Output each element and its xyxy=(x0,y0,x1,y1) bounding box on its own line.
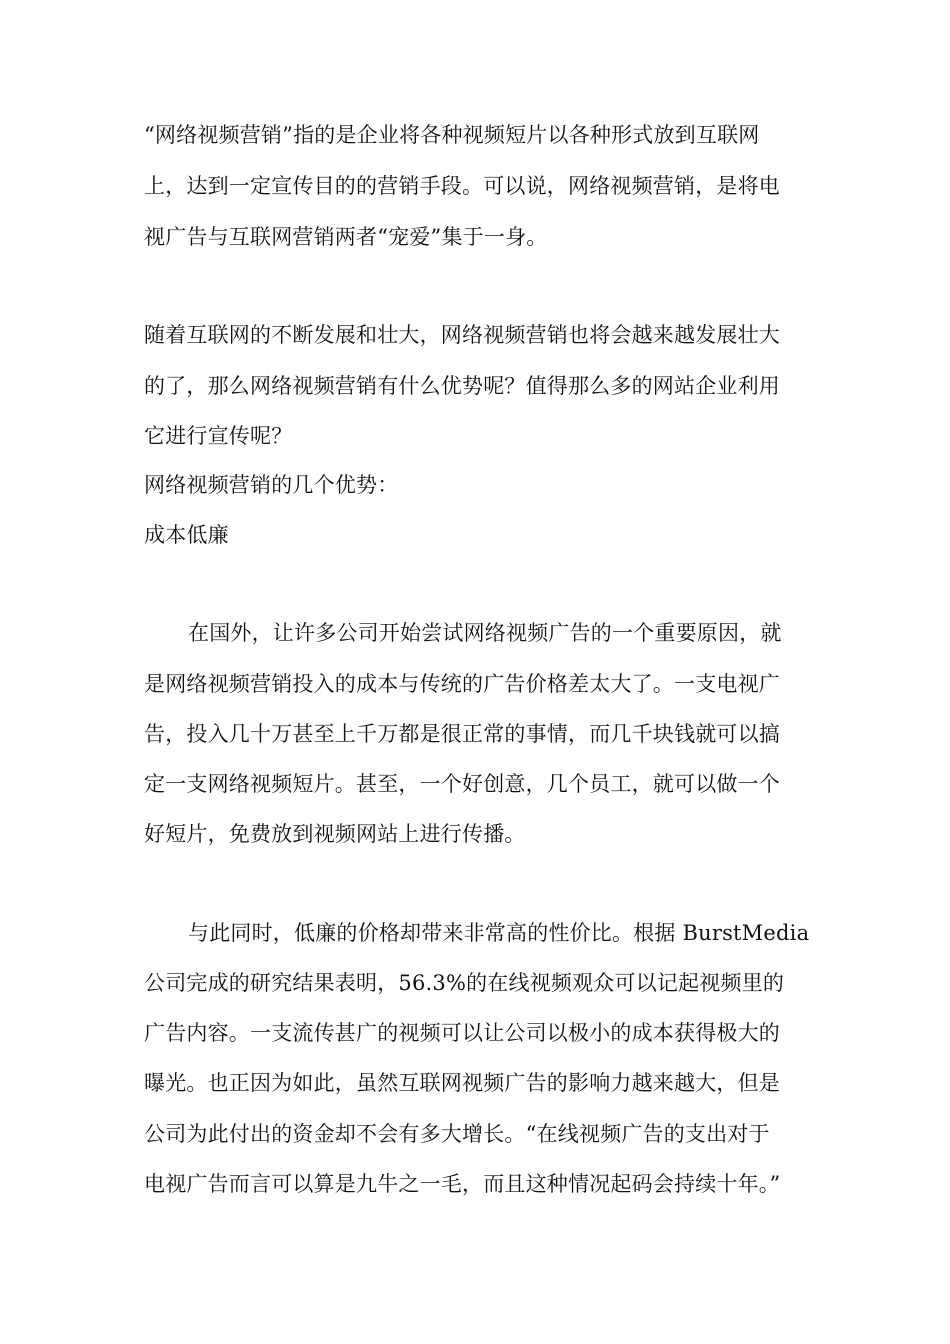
paragraph-1-line-1: “网络视频营销”指的是企业将各种视频短片以各种形式放到互联网 xyxy=(144,123,760,147)
paragraph-2-line-2: 的了，那么网络视频营销有什么优势呢？值得那么多的网站企业利用 xyxy=(144,374,780,398)
paragraph-4-line-2: 公司完成的研究结果表明，56.3%的在线视频观众可以记起视频里的 xyxy=(144,971,785,995)
paragraph-3-line-1: 在国外，让许多公司开始尝试网络视频广告的一个重要原因，就 xyxy=(188,621,782,645)
paragraph-4-line-1: 与此同时，低廉的价格却带来非常高的性价比。根据 BurstMedia xyxy=(188,921,810,945)
paragraph-4-line-6: 电视广告而言可以算是九牛之一毛，而且这种情况起码会持续十年。” xyxy=(144,1172,781,1196)
paragraph-2-line-1: 随着互联网的不断发展和壮大，网络视频营销也将会越来越发展壮大 xyxy=(144,323,780,347)
paragraph-3-line-5: 好短片，免费放到视频网站上进行传播。 xyxy=(144,822,526,846)
heading-advantages: 网络视频营销的几个优势： xyxy=(144,473,399,497)
paragraph-3-line-3: 告，投入几十万甚至上千万都是很正常的事情，而几千块钱就可以搞 xyxy=(144,722,780,746)
heading-low-cost: 成本低廉 xyxy=(144,523,229,547)
paragraph-4-line-3: 广告内容。一支流传甚广的视频可以让公司以极小的成本获得极大的 xyxy=(144,1021,780,1045)
paragraph-3-line-2: 是网络视频营销投入的成本与传统的广告价格差太大了。一支电视广 xyxy=(144,672,780,696)
paragraph-3-line-4: 定一支网络视频短片。甚至，一个好创意，几个员工，就可以做一个 xyxy=(144,772,780,796)
paragraph-1-line-3: 视广告与互联网营销两者“宠爱”集于一身。 xyxy=(144,225,548,249)
paragraph-4-line-4: 曝光。也正因为如此，虽然互联网视频广告的影响力越来越大，但是 xyxy=(144,1071,780,1095)
paragraph-2-line-3: 它进行宣传呢？ xyxy=(144,424,293,448)
paragraph-1-line-2: 上，达到一定宣传目的的营销手段。可以说，网络视频营销，是将电 xyxy=(144,174,780,198)
paragraph-4-line-5: 公司为此付出的资金却不会有多大增长。“在线视频广告的支出对于 xyxy=(144,1122,770,1146)
